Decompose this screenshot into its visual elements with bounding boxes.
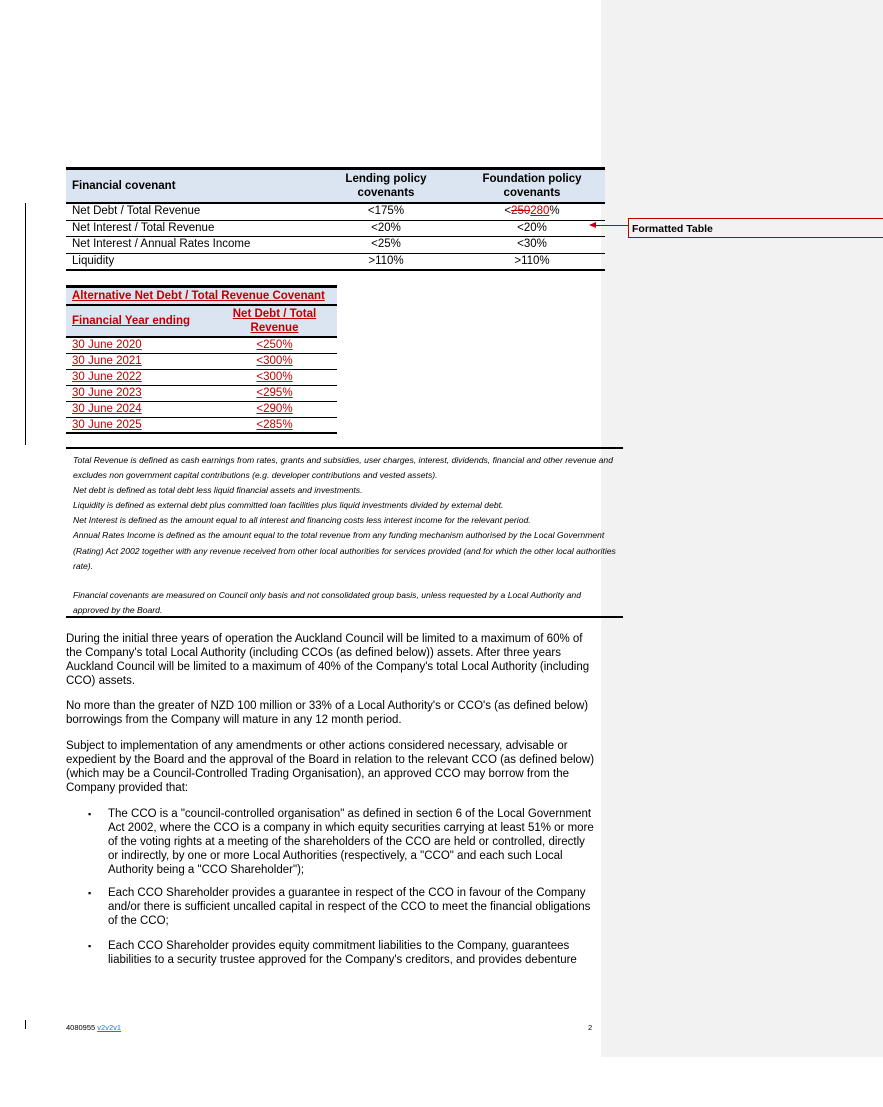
note-measurement-basis: Financial covenants are measured on Council only basis and not consolidated group basis, unless requested by a Local Authority and approved by the Board. bbox=[73, 589, 581, 615]
bullet-icon: ▪ bbox=[88, 888, 92, 898]
value-cell: <290% bbox=[212, 401, 337, 417]
change-bar bbox=[25, 203, 26, 445]
table-row bbox=[66, 353, 337, 369]
header-foundation-policy: Foundation policy covenants bbox=[459, 169, 605, 204]
year-cell: 30 June 2024 bbox=[66, 401, 212, 417]
paragraph-cco-borrowing: Subject to implementation of any amendments or other actions considered necessary, advisable or expedient by the Board and the approval of the Board in relation to the relevant CCO (as defined below) (which may be a Council-Controlled Trading Organisation), an approved CCO may borrow from the Company provided that: bbox=[66, 740, 595, 794]
year-cell: 30 June 2023 bbox=[66, 385, 212, 401]
covenant-name: Liquidity bbox=[66, 253, 313, 270]
covenant-name: Net Interest / Annual Rates Income bbox=[66, 237, 313, 254]
doc-revision: v2v2v1 bbox=[97, 1023, 122, 1032]
value-cell: <300% bbox=[212, 369, 337, 385]
covenant-table bbox=[66, 167, 605, 271]
inserted-text: 280 bbox=[530, 205, 550, 217]
definitions-notes bbox=[66, 447, 623, 618]
note-net-interest: Net Interest is defined as the amount equal to all interest and financing costs less interest income for the relevant period. bbox=[73, 515, 531, 526]
year-cell: 30 June 2020 bbox=[66, 337, 212, 353]
header-net-debt-revenue: Net Debt / Total Revenue bbox=[212, 305, 337, 337]
markup-pane bbox=[601, 0, 883, 1057]
notes-spacer bbox=[73, 574, 616, 588]
foundation-value: <30% bbox=[459, 237, 605, 254]
table-row bbox=[66, 337, 337, 353]
alt-table-title: Alternative Net Debt / Total Revenue Covenant bbox=[66, 287, 337, 306]
alt-table-header bbox=[66, 305, 337, 337]
table-row bbox=[66, 203, 605, 220]
foundation-value: >110% bbox=[459, 253, 605, 270]
doc-number: 4080955 bbox=[66, 1023, 96, 1032]
note-total-revenue: Total Revenue is defined as cash earnings from rates, grants and subsidies, user charges, interest, dividends, financial and other revenue and excludes non government capital contributions (e.g. developer contributions and vested assets). bbox=[73, 455, 613, 481]
covenant-name: Net Debt / Total Revenue bbox=[66, 203, 313, 220]
lending-value: <175% bbox=[313, 203, 459, 220]
foundation-value-tracked bbox=[459, 203, 605, 220]
lending-value: >110% bbox=[313, 253, 459, 270]
year-cell: 30 June 2022 bbox=[66, 369, 212, 385]
balloon-connector bbox=[595, 225, 628, 226]
foundation-prefix: < bbox=[504, 205, 512, 217]
page-number: 2 bbox=[588, 1023, 593, 1032]
alt-table-title-row bbox=[66, 287, 337, 306]
paragraph-auckland-limit: During the initial three years of operation the Auckland Council will be limited to a maximum of 60% of the Company's total Local Authority (including CCOs (as defined below)) assets. After three years Auckland Council will be limited to a maximum of 40% of the Company's total Local Authority (including CCO) assets. bbox=[66, 633, 590, 687]
lending-value: <25% bbox=[313, 237, 459, 254]
bullet-icon: ▪ bbox=[88, 941, 92, 951]
note-annual-rates-income: Annual Rates Income is defined as the amount equal to the total revenue from any funding mechanism authorised by the Local Government (Rating) Act 2002 together with any revenue received from other local authorities for services provided (and for which the other local authorities rate). bbox=[73, 530, 616, 571]
bullet-icon: ▪ bbox=[88, 809, 92, 819]
paragraph-maturity-limit: No more than the greater of NZD 100 million or 33% of a Local Authority's or CCO's (as defined below) borrowings from the Company will mature in any 12 month period. bbox=[66, 700, 589, 726]
note-liquidity: Liquidity is defined as external debt plus committed loan facilities plus liquid investments divided by external debt. bbox=[73, 500, 504, 511]
year-cell: 30 June 2021 bbox=[66, 353, 212, 369]
change-bar-footer bbox=[25, 1020, 26, 1029]
alternative-covenant-table bbox=[66, 285, 337, 434]
header-lending-policy: Lending policy covenants bbox=[313, 169, 459, 204]
header-financial-covenant: Financial covenant bbox=[66, 169, 313, 204]
foundation-value: <20% bbox=[459, 220, 605, 237]
value-cell: <250% bbox=[212, 337, 337, 353]
table-row bbox=[66, 253, 605, 270]
covenant-table-header bbox=[66, 169, 605, 204]
bullet-text: The CCO is a "council-controlled organisation" as defined in section 6 of the Local Government Act 2002, where the CCO is a company in which equity securities carrying at least 51% or more of the voting rights at a meeting of the shareholders of the CCO are held or controlled, directly or indirectly, by one or more Local Authorities (respectively, a "CCO" and each such Local Authority being a "CCO Shareholder"); bbox=[108, 808, 594, 876]
foundation-suffix: % bbox=[549, 205, 560, 217]
table-row bbox=[66, 401, 337, 417]
arrow-left-icon bbox=[589, 222, 596, 228]
table-row bbox=[66, 369, 337, 385]
deleted-text: 250 bbox=[511, 205, 531, 217]
year-cell: 30 June 2025 bbox=[66, 417, 212, 433]
bullet-text: Each CCO Shareholder provides equity commitment liabilities to the Company, guarantees liabilities to a security trustee approved for the Company's creditors, and provides debenture bbox=[108, 940, 577, 966]
value-cell: <285% bbox=[212, 417, 337, 433]
header-financial-year: Financial Year ending bbox=[66, 305, 212, 337]
bullet-text: Each CCO Shareholder provides a guarantee in respect of the CCO in favour of the Company and/or there is sufficient uncalled capital in respect of the CCO to meet the financial obligations of the CCO; bbox=[108, 887, 591, 927]
table-row bbox=[66, 417, 337, 433]
footer-doc-id bbox=[66, 1023, 121, 1032]
formatted-table-balloon[interactable]: Formatted Table bbox=[628, 218, 883, 238]
note-net-debt: Net debt is defined as total debt less liquid financial assets and investments. bbox=[73, 485, 363, 496]
table-row bbox=[66, 237, 605, 254]
covenant-name: Net Interest / Total Revenue bbox=[66, 220, 313, 237]
table-row bbox=[66, 385, 337, 401]
value-cell: <300% bbox=[212, 353, 337, 369]
table-row bbox=[66, 220, 605, 237]
lending-value: <20% bbox=[313, 220, 459, 237]
value-cell: <295% bbox=[212, 385, 337, 401]
